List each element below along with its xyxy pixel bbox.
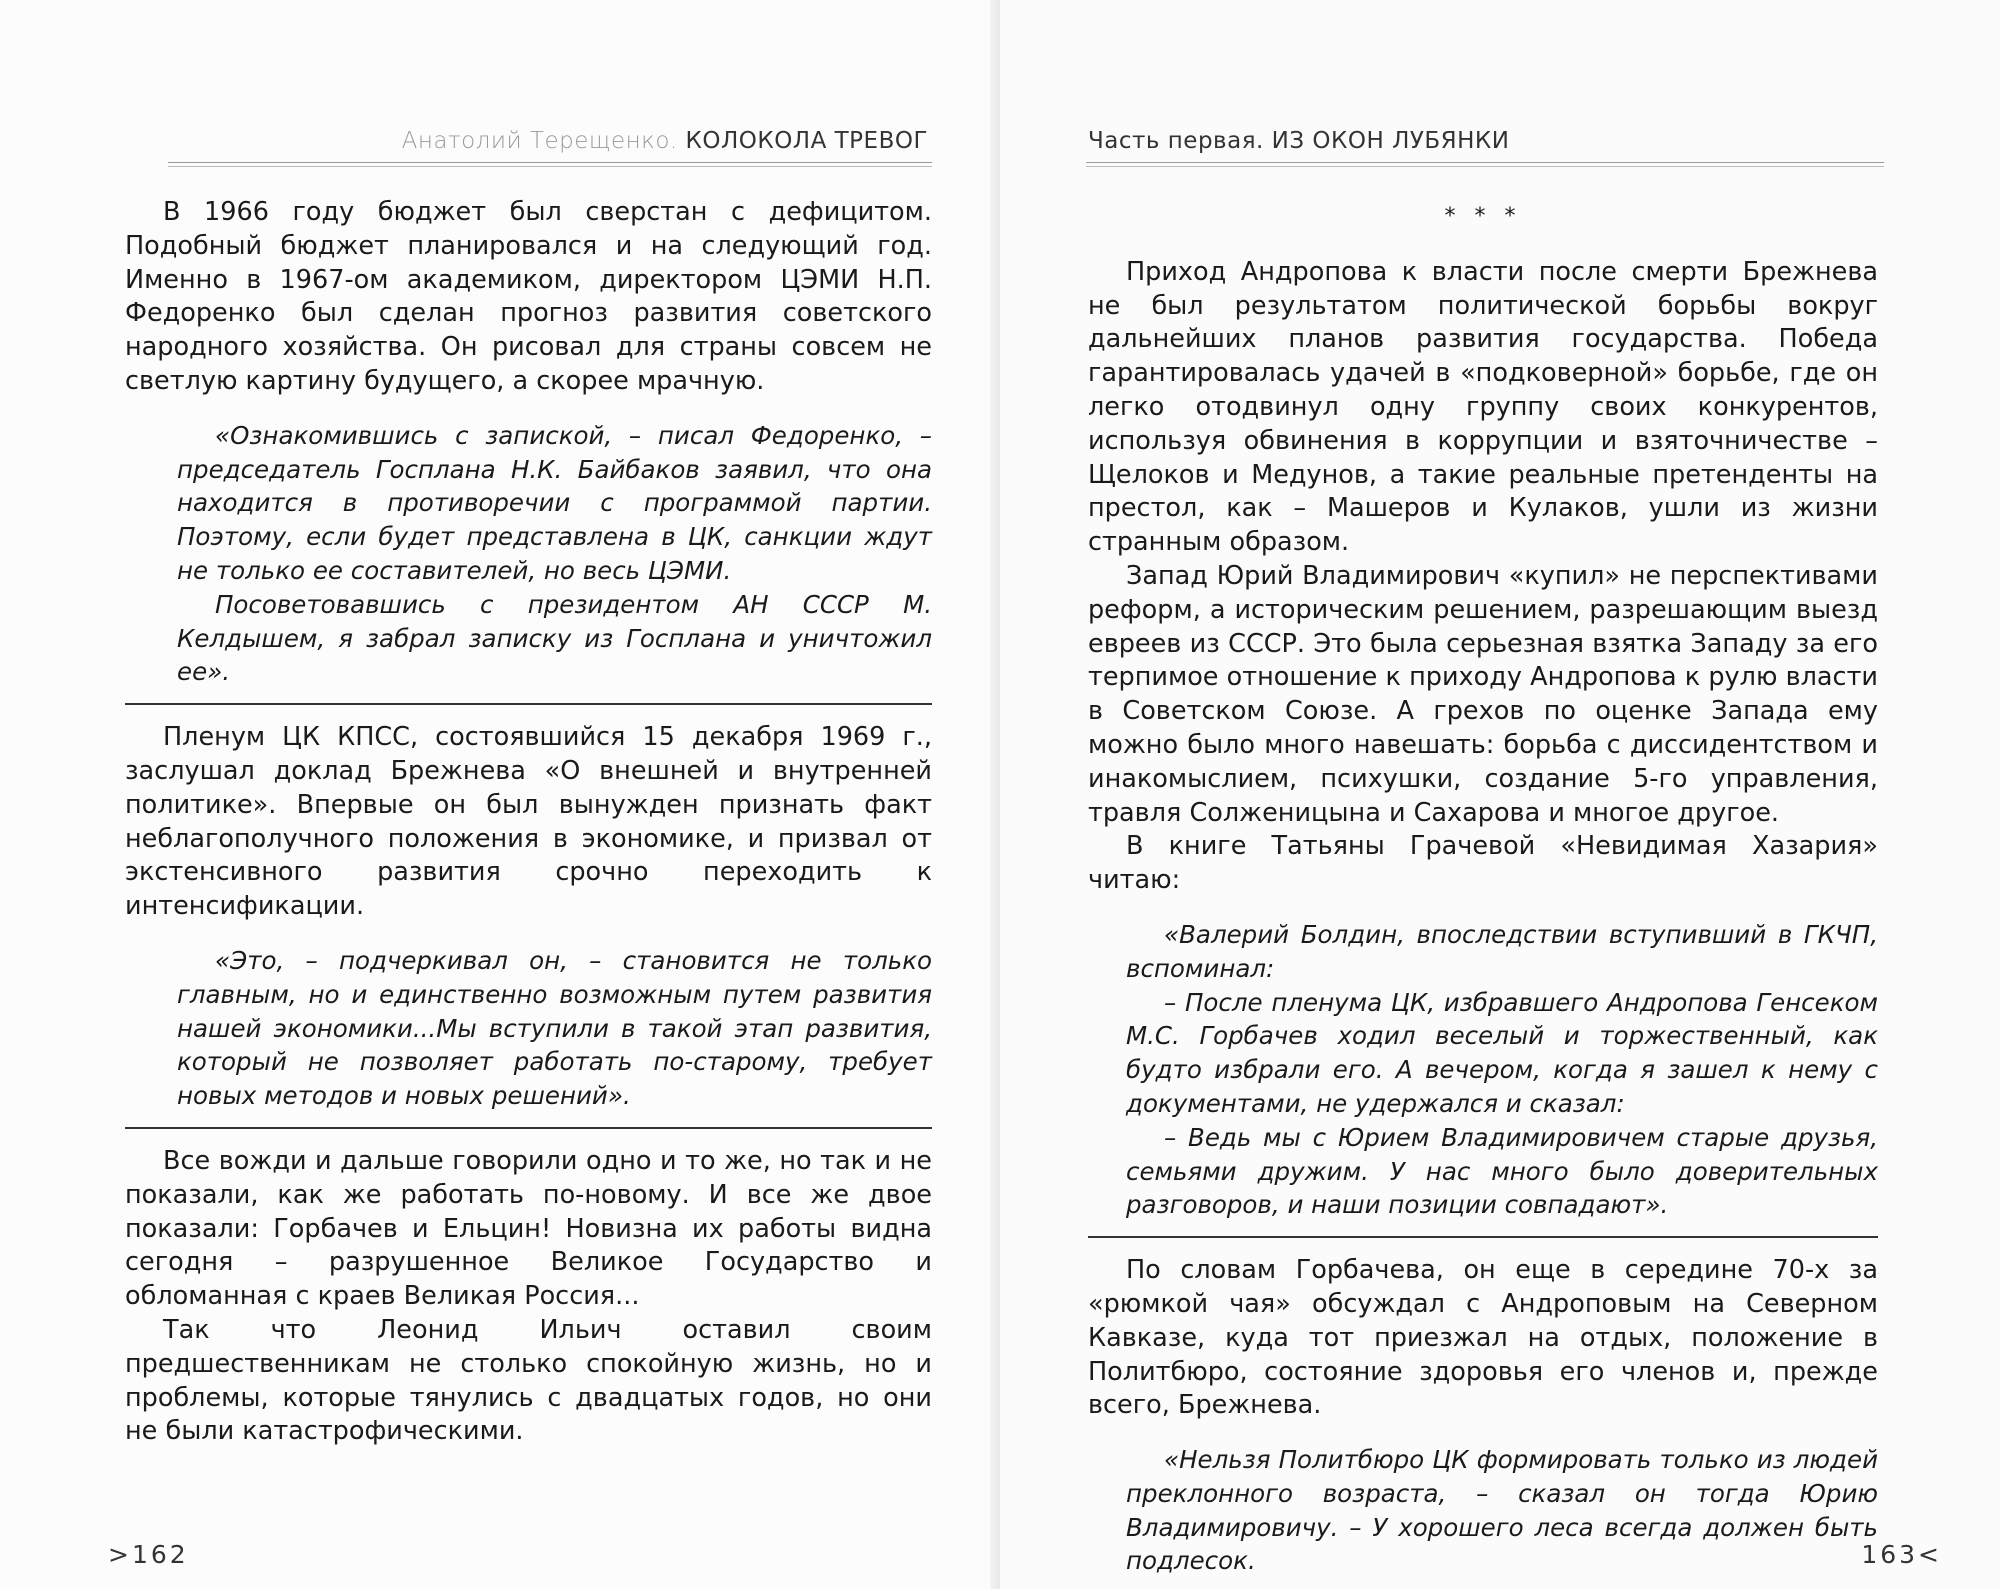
left-page-number: >162 bbox=[108, 1540, 189, 1569]
left-quote-2 bbox=[125, 944, 932, 1113]
right-quote-2 bbox=[1088, 1443, 1878, 1578]
running-head-author: Анатолий Терещенко. bbox=[401, 128, 678, 154]
left-paragraph-4: Так что Леонид Ильич оставил своим предшественникам не столько спокойную жизнь, но и проблемы, которые тянулись с двадцатых годов, но они не были катастрофическими. bbox=[125, 1314, 932, 1447]
right-quote-1-paragraph-2: – После пленума ЦК, избравшего Андропова Генсеком М.С. Горбачев ходил веселый и торжественный, как будто избрали его. А вечером, когда я зашел к нему с документами, не удержался и сказал: bbox=[1126, 987, 1878, 1118]
right-header-rule bbox=[1086, 162, 1884, 167]
right-quote-2-paragraph: «Нельзя Политбюро ЦК формировать только из людей преклонного возраста, – сказал он тогда Юрию Владимировичу. – У хорошего леса всегда должен быть подлесок. bbox=[1126, 1445, 1878, 1576]
right-running-head: Часть первая. ИЗ ОКОН ЛУБЯНКИ bbox=[1088, 128, 1510, 154]
left-header-rule bbox=[168, 162, 932, 167]
left-running-head bbox=[402, 128, 928, 154]
left-paragraph-1: В 1966 году бюджет был сверстан с дефицитом. Подобный бюджет планировался и на следующий год. Именно в 1967-ом академиком, директором ЦЭМИ Н.П. Федоренко был сделан прогноз развития советского народного хозяйства. Он рисовал для страны совсем не светлую картину будущего, а скорее мрачную. bbox=[125, 197, 932, 396]
running-head-book-title: КОЛОКОЛА ТРЕВОГ bbox=[685, 128, 928, 154]
left-quote-1-rule bbox=[125, 703, 932, 705]
right-paragraph-1: Приход Андропова к власти после смерти Брежнева не был результатом политической борьбы вокруг дальнейших планов развития государства. Победа гарантировалась удачей в «подковерной» борьбе, где он легко отодвинул одну группу своих конкурентов, используя обвинения в коррупции и взяточничестве – Щелоков и Медунов, а такие реальные претенденты на престол, как – Машеров и Кулаков, ушли из жизни странным образом. bbox=[1088, 256, 1878, 558]
right-paragraph-2: Запад Юрий Владимирович «купил» не перспективами реформ, а историческим решением, разрешающим выезд евреев из СССР. Это была серьезная взятка Западу за его терпимое отношение к приходу Андропова к рулю власти в Советском Союзе. А грехов по оценке Запада ему можно было много навешать: борьба с диссидентством и инакомыслием, психушки, создание 5-го управления, травля Солженицына и Сахарова и многое другое. bbox=[1088, 560, 1878, 828]
left-quote-1-paragraph-1: «Ознакомившись с запиской, – писал Федоренко, – председатель Госплана Н.К. Байбаков заявил, что она находится в противоречии с программой партии. Поэтому, если будет представлена в ЦК, санкции ждут не только ее составителей, но весь ЦЭМИ. bbox=[177, 420, 932, 585]
right-quote-1-paragraph-3: – Ведь мы с Юрием Владимировичем старые друзья, семьями дружим. У нас много было доверительных разговоров, и наши позиции совпадают». bbox=[1126, 1122, 1878, 1220]
right-quote-1-rule bbox=[1088, 1236, 1878, 1238]
right-page bbox=[1000, 0, 2000, 1589]
right-paragraph-4: По словам Горбачева, он еще в середине 70-х за «рюмкой чая» обсуждал с Андроповым на Северном Кавказе, куда тот приезжал на отдых, положение в Политбюро, состояние здоровья его членов и, прежде всего, Брежнева. bbox=[1088, 1255, 1878, 1421]
section-break: * * * bbox=[1444, 204, 1522, 229]
left-quote-1-paragraph-2: Посоветовавшись с президентом АН СССР М. Келдышем, я забрал записку из Госплана и уничтожил ее». bbox=[177, 589, 932, 687]
left-quote-2-paragraph: «Это, – подчеркивал он, – становится не только главным, но и единственно возможным путем развития нашей экономики...Мы вступили в такой этап развития, который не позволяет работать по-старому, требует новых методов и новых решений». bbox=[177, 945, 932, 1111]
right-quote-1 bbox=[1088, 918, 1878, 1222]
left-quote-1 bbox=[125, 419, 932, 689]
left-page-body bbox=[125, 196, 932, 1449]
left-quote-2-rule bbox=[125, 1127, 932, 1129]
right-quote-1-paragraph-1: «Валерий Болдин, впоследствии вступивший в ГКЧП, вспоминал: bbox=[1126, 919, 1878, 983]
right-page-body bbox=[1088, 196, 1878, 1578]
right-paragraph-3: В книге Татьяны Грачевой «Невидимая Хазария» читаю: bbox=[1088, 831, 1878, 896]
left-paragraph-3: Все вожди и дальше говорили одно и то же, но так и не показали, как же работать по-новому. И все же двое показали: Горбачев и Ельцин! Новизна их работы видна сегодня – разрушенное Великое Государство и обломанная с краев Великая Россия... bbox=[125, 1145, 932, 1312]
right-page-number: 163< bbox=[1861, 1540, 1942, 1569]
left-paragraph-2: Пленум ЦК КПСС, состоявшийся 15 декабря 1969 г., заслушал доклад Брежнева «О внешней и внутренней политике». Впервые он был вынужден признать факт неблагополучного положения в экономике, и призвал от экстенсивного развития срочно переходить к интенсификации. bbox=[125, 722, 932, 922]
